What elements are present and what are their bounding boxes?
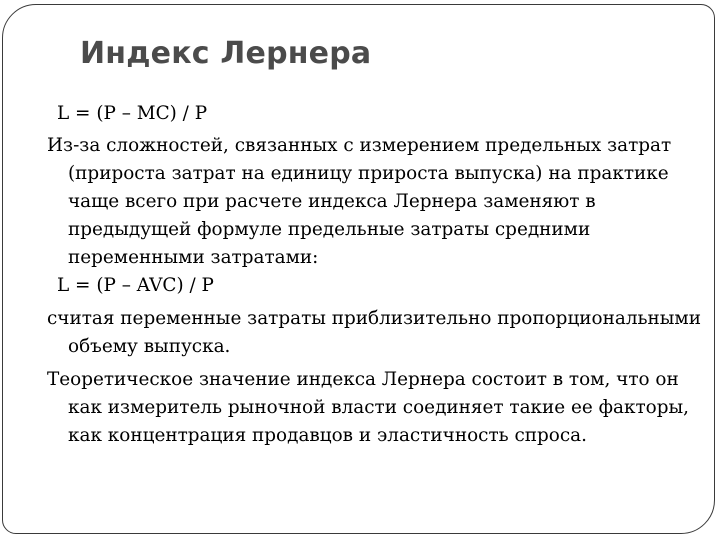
paragraph-marginal-cost: Из-за сложностей, связанных с измерением предельных затрат (прироста затрат на единицу прироста выпуска) на практике чаще всего при расчете индекса Лернера заменяют в предыдущей формуле предельные затраты средними переменными затратами:: [47, 135, 672, 268]
lerner-formula-avc: L = (P – AVC) / P: [57, 275, 214, 296]
slide-body: [47, 100, 707, 450]
paragraph-variable-cost: считая переменные затраты приблизительно пропорциональными объему выпуска.: [47, 308, 701, 357]
lerner-formula-mc: L = (P – MC) / P: [57, 103, 208, 124]
paragraph-theoretical-meaning: Теоретическое значение индекса Лернера состоит в том, что он как измеритель рыночной власти соединяет такие ее факторы, как концентрация продавцов и эластичность спроса.: [47, 369, 689, 446]
slide-title: Индекс Лернера: [80, 36, 372, 71]
